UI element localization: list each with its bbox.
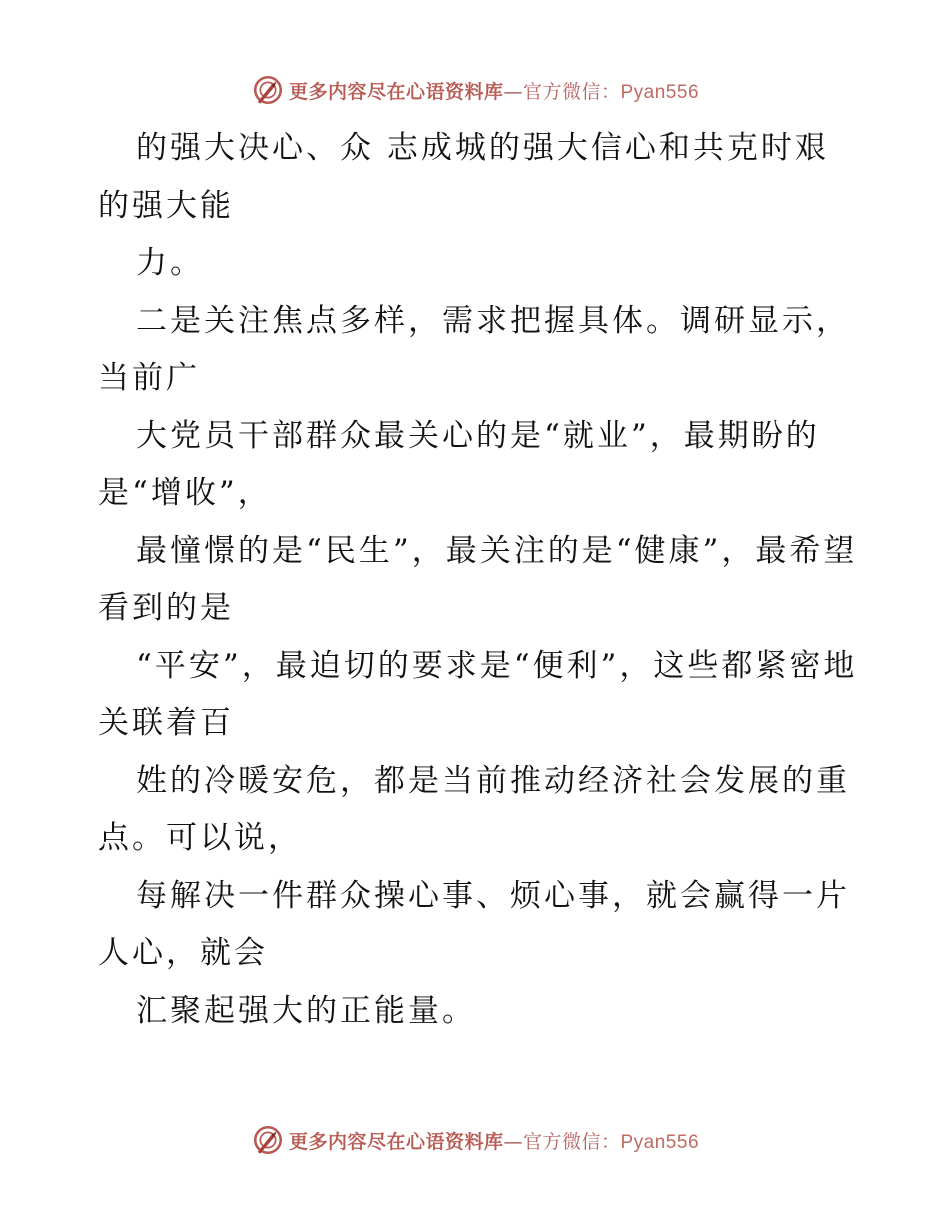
- header-wechat-label: 官方微信：: [522, 80, 621, 103]
- header-text: [289, 77, 699, 104]
- footer-wechat-id: Pyan556: [620, 1131, 700, 1153]
- paragraph: 每解决一件群众操心事、烦心事，就会赢得一片人心，就会: [98, 877, 850, 971]
- header-separator: —: [503, 80, 523, 103]
- footer-wechat-label: 官方微信：: [522, 1130, 621, 1153]
- header-banner: [0, 70, 950, 110]
- paragraph: 二是关注焦点多样，需求把握具体。调研显示，当前广: [98, 302, 850, 396]
- paragraph: 最憧憬的是“民生”，最关注的是“健康”，最希望看到的是: [98, 532, 858, 626]
- header-brand: 更多内容尽在心语资料库: [288, 80, 504, 103]
- paragraph: 汇聚起强大的正能量。: [136, 992, 476, 1029]
- footer-separator: —: [503, 1130, 523, 1153]
- paragraph: “平安”，最迫切的要求是“便利”，这些都紧密地关联着百: [98, 647, 858, 741]
- footer-brand: 更多内容尽在心语资料库: [288, 1130, 504, 1153]
- pen-nib-logo-icon: [251, 1123, 285, 1157]
- paragraph: 的强大决心、众 志成城的强大信心和共克时艰的强大能: [98, 130, 829, 224]
- pen-nib-logo-icon: [251, 73, 285, 107]
- footer-text: [289, 1127, 699, 1154]
- document-body: [98, 120, 858, 1040]
- paragraph: 姓的冷暖安危，都是当前推动经济社会发展的重点。可以说，: [98, 762, 850, 856]
- paragraph: 大党员干部群众最关心的是“就业”，最期盼的是“增收”，: [98, 417, 820, 511]
- header-wechat-id: Pyan556: [620, 81, 700, 103]
- paragraph: 力。: [136, 245, 204, 281]
- footer-banner: [0, 1120, 950, 1160]
